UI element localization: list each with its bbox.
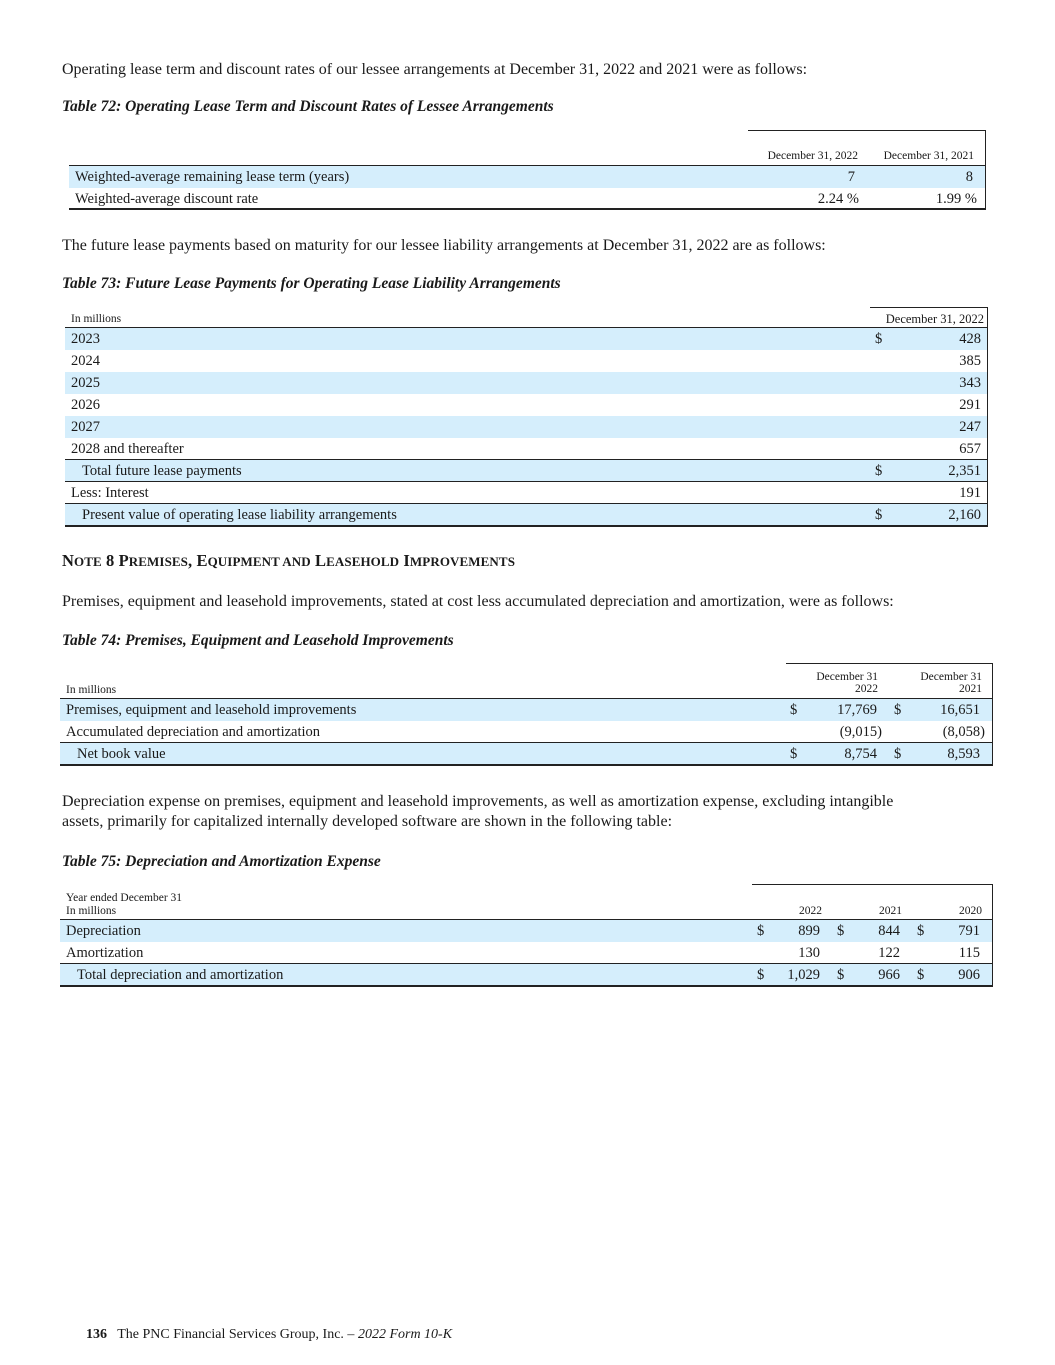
table-74-col-2022-line2: 2022 <box>855 683 878 695</box>
row-label: 2025 <box>71 375 100 391</box>
table-74-col-2022-line1: December 31 <box>816 671 878 683</box>
cell-value: 7 <box>847 169 855 185</box>
cell-value: (9,015) <box>839 724 882 740</box>
cell-value: 16,651 <box>940 702 980 718</box>
currency-symbol: $ <box>875 507 883 523</box>
table-row <box>65 394 987 416</box>
cell-value: 115 <box>958 945 980 961</box>
table-row <box>69 166 985 188</box>
table-row <box>60 699 992 721</box>
currency-symbol: $ <box>917 923 925 939</box>
intro-paragraph-depreciation-line2: assets, primarily for capitalized internally developed software are shown in the following table: <box>62 813 673 830</box>
cell-value: 8,754 <box>844 746 877 762</box>
row-label: 2023 <box>71 331 100 347</box>
table-row <box>65 416 987 438</box>
row-label: Total depreciation and amortization <box>77 967 284 983</box>
table-row <box>60 920 992 942</box>
table-row <box>65 482 987 504</box>
table-75-col-2020: 2020 <box>959 905 982 917</box>
row-label: Present value of operating lease liability arrangements <box>82 507 397 523</box>
table-75-title: Table 75: Depreciation and Amortization Expense <box>62 853 381 870</box>
currency-symbol: $ <box>790 746 798 762</box>
table-73-title: Table 73: Future Lease Payments for Operating Lease Liability Arrangements <box>62 275 561 292</box>
row-label: Less: Interest <box>71 485 149 501</box>
footer-company: The PNC Financial Services Group, Inc. – <box>117 1327 358 1342</box>
cell-value: 844 <box>878 923 900 939</box>
table-row <box>65 460 987 482</box>
currency-symbol: $ <box>894 702 902 718</box>
intro-paragraph-premises: Premises, equipment and leasehold improvements, stated at cost less accumulated depreciation and amortization, were as follows: <box>62 593 894 610</box>
cell-value: 791 <box>958 923 980 939</box>
table-74-col-2021-line1: December 31 <box>920 671 982 683</box>
table-row <box>65 372 987 394</box>
cell-value: 2,160 <box>948 507 981 523</box>
row-label: 2026 <box>71 397 100 413</box>
table-75-unit-line1: Year ended December 31 <box>66 892 183 904</box>
cell-value: 657 <box>959 441 981 457</box>
cell-value: 130 <box>798 945 820 961</box>
currency-symbol: $ <box>894 746 902 762</box>
table-row <box>60 721 992 743</box>
note-8-heading: NOTE 8 PREMISES, EQUIPMENT AND LEASEHOLD IMPROVEMENTS <box>62 551 516 570</box>
cell-value: 343 <box>959 375 981 391</box>
row-label: Depreciation <box>66 923 141 939</box>
cell-value: 8,593 <box>947 746 980 762</box>
table-72-col-2022: December 31, 2022 <box>767 150 858 162</box>
currency-symbol: $ <box>837 923 845 939</box>
table-75-col-2021: 2021 <box>879 905 902 917</box>
table-73-col-2022: December 31, 2022 <box>885 312 984 326</box>
table-row <box>60 743 992 765</box>
cell-value: 291 <box>959 397 981 413</box>
cell-value: 2.24 % <box>817 191 859 207</box>
cell-value: 428 <box>959 331 981 347</box>
cell-value: 8 <box>965 169 973 185</box>
row-label: Amortization <box>66 945 144 961</box>
row-label: Accumulated depreciation and amortization <box>66 724 321 740</box>
row-label: Total future lease payments <box>82 463 242 479</box>
table-row <box>60 964 992 986</box>
page-number: 136 <box>86 1327 107 1342</box>
cell-value: (8,058) <box>942 724 985 740</box>
row-label: Premises, equipment and leasehold improvements <box>66 702 357 718</box>
currency-symbol: $ <box>790 702 798 718</box>
table-74-title: Table 74: Premises, Equipment and Leasehold Improvements <box>62 632 454 649</box>
table-row <box>65 438 987 460</box>
table-72-title: Table 72: Operating Lease Term and Discount Rates of Lessee Arrangements <box>62 98 554 115</box>
intro-paragraph-depreciation-line1: Depreciation expense on premises, equipment and leasehold improvements, as well as amortization expense, excluding intangible <box>62 793 894 810</box>
cell-value: 906 <box>958 967 980 983</box>
table-row <box>65 328 987 350</box>
table-row <box>65 504 987 526</box>
currency-symbol: $ <box>837 967 845 983</box>
table-75-col-2022: 2022 <box>799 905 822 917</box>
page-footer <box>86 1327 452 1343</box>
intro-paragraph-lease-terms: Operating lease term and discount rates of our lessee arrangements at December 31, 2022 and 2021 were as follows: <box>62 61 808 78</box>
currency-symbol: $ <box>875 463 883 479</box>
cell-value: 1.99 % <box>935 191 977 207</box>
cell-value: 122 <box>878 945 900 961</box>
currency-symbol: $ <box>757 923 765 939</box>
row-label: 2027 <box>71 419 100 435</box>
row-label: Weighted-average discount rate <box>75 191 259 207</box>
table-74-col-2021-line2: 2021 <box>959 683 982 695</box>
table-row <box>60 942 992 964</box>
cell-value: 966 <box>878 967 900 983</box>
currency-symbol: $ <box>757 967 765 983</box>
footer-form: 2022 Form 10-K <box>357 1327 453 1342</box>
cell-value: 191 <box>959 485 981 501</box>
row-label: Weighted-average remaining lease term (years) <box>75 169 350 185</box>
cell-value: 1,029 <box>787 967 820 983</box>
table-row <box>65 350 987 372</box>
table-75-unit-line2: In millions <box>66 905 117 917</box>
cell-value: 385 <box>959 353 981 369</box>
cell-value: 899 <box>798 923 820 939</box>
row-label: 2028 and thereafter <box>71 441 184 457</box>
table-72-col-2021: December 31, 2021 <box>883 150 974 162</box>
table-74-unit: In millions <box>66 684 117 696</box>
cell-value: 17,769 <box>837 702 877 718</box>
currency-symbol: $ <box>917 967 925 983</box>
cell-value: 247 <box>959 419 981 435</box>
cell-value: 2,351 <box>948 463 981 479</box>
table-row <box>69 188 985 210</box>
row-label: Net book value <box>77 746 166 762</box>
table-73-unit: In millions <box>71 313 122 325</box>
currency-symbol: $ <box>875 331 883 347</box>
row-label: 2024 <box>71 353 100 369</box>
intro-paragraph-future-payments: The future lease payments based on maturity for our lessee liability arrangements at December 31, 2022 are as follows: <box>62 237 826 254</box>
